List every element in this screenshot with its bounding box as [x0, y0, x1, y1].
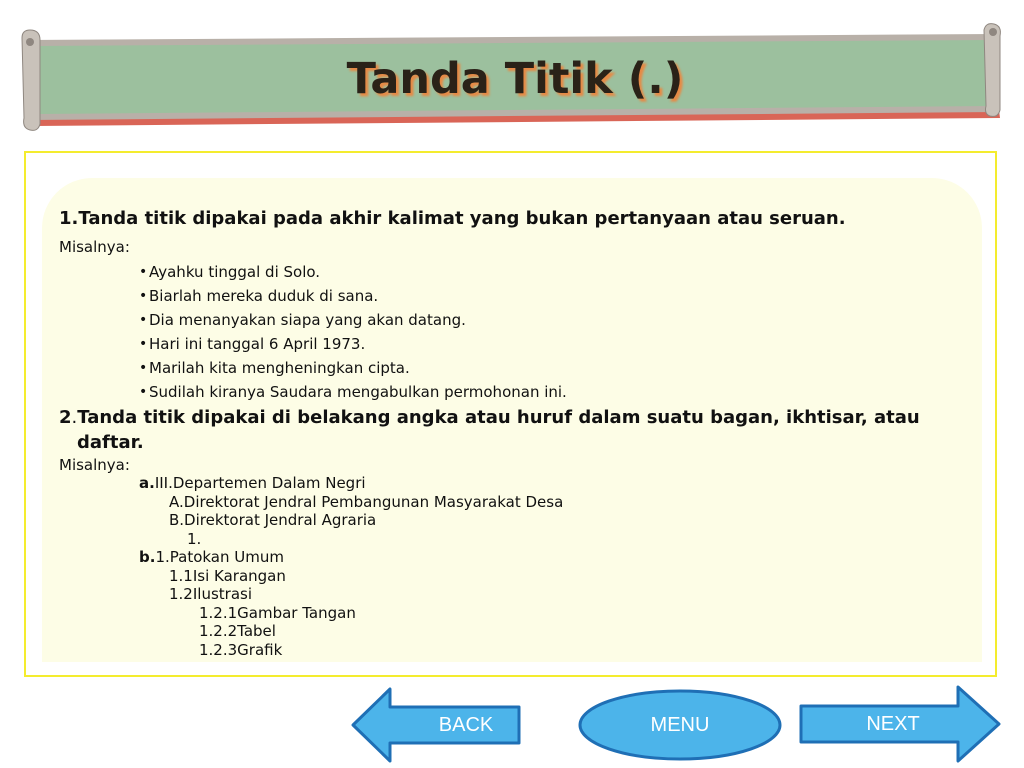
outline-item: B.Direktorat Jendral Agraria: [169, 511, 377, 529]
outline-item: 1.2.3Grafik: [199, 640, 283, 659]
section2-heading: [59, 405, 969, 455]
section2-heading-line1: Tanda titik dipakai di belakang angka atau huruf dalam suatu bagan, ikhtisar, atau: [77, 407, 920, 428]
slide-content: [59, 206, 969, 659]
list-item: • Hari ini tanggal 6 April 1973.: [139, 332, 969, 356]
page-title: Tanda Titik (.): [346, 54, 684, 104]
section2-example-label: Misalnya:: [59, 456, 130, 474]
list-item: • Ayahku tinggal di Solo.: [139, 260, 969, 284]
outline-marker: b.: [139, 548, 156, 566]
outline-item-b: [59, 548, 969, 567]
section2-heading-line2: daftar.: [77, 432, 144, 453]
outline-item: 1.1Isi Karangan: [169, 566, 286, 585]
outline-item-a: [59, 474, 969, 493]
outline-item: 1.2Ilustrasi: [169, 585, 252, 603]
outline-item: 1.: [187, 529, 202, 548]
outline-text: 1.Patokan Umum: [155, 548, 284, 566]
back-button[interactable]: [350, 686, 522, 764]
list-item: • Marilah kita mengheningkan cipta.: [139, 356, 969, 380]
menu-button[interactable]: [577, 688, 783, 762]
menu-button-label: MENU: [650, 713, 710, 736]
list-item: • Sudilah kiranya Saudara mengabulkan permohonan ini.: [139, 380, 969, 404]
section1-heading: 1.Tanda titik dipakai pada akhir kalimat yang bukan pertanyaan atau seruan.: [59, 208, 846, 229]
outline-item: 1.2.2Tabel: [199, 622, 276, 640]
outline-marker: a.: [139, 474, 155, 492]
list-item: • Biarlah mereka duduk di sana.: [139, 284, 969, 308]
section1-example-label: Misalnya:: [59, 238, 130, 256]
title-banner: [0, 0, 1024, 140]
outline-item: 1.2.1Gambar Tangan: [199, 603, 356, 622]
section1-example-list: [59, 260, 969, 404]
list-item: • Dia menanyakan siapa yang akan datang.: [139, 308, 969, 332]
outline-text: III.Departemen Dalam Negri: [154, 474, 366, 492]
section2-number: 2: [59, 407, 72, 428]
section2-dot: .: [71, 407, 78, 428]
next-button[interactable]: [798, 684, 1002, 764]
back-button-label: BACK: [438, 713, 494, 736]
outline-item: A.Direktorat Jendral Pembangunan Masyarakat Desa: [169, 492, 564, 511]
next-button-label: NEXT: [866, 712, 920, 735]
